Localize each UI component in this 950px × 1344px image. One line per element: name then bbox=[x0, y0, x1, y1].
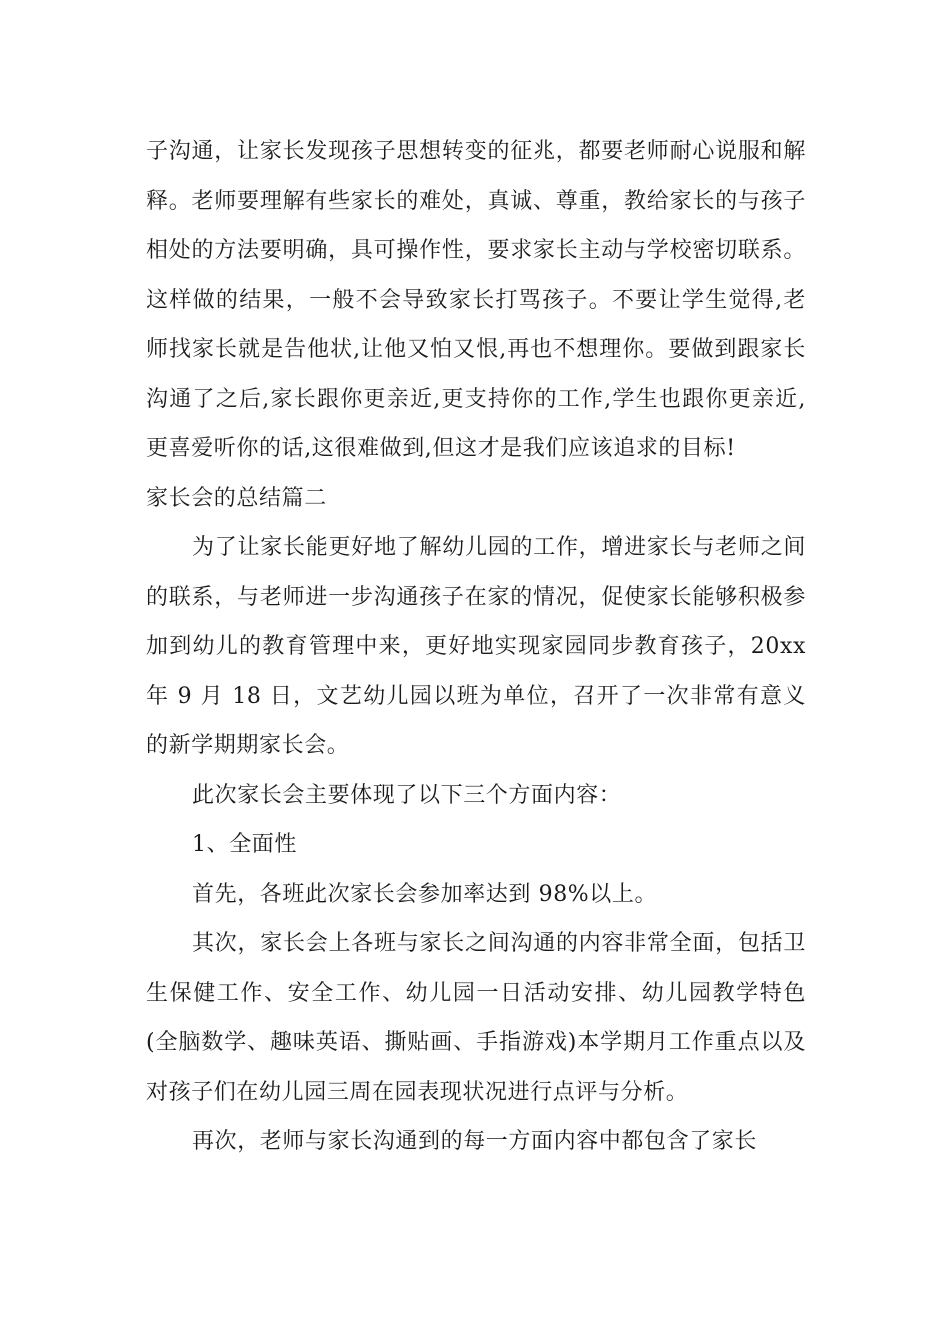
paragraph-summary-lead: 此次家长会主要体现了以下三个方面内容： bbox=[192, 782, 622, 808]
document-body bbox=[146, 127, 806, 1167]
list-item-comprehensive: 1、全面性 bbox=[192, 832, 297, 857]
paragraph-intro: 为了让家长能更好地了解幼儿园的工作，增进家长与老师之间的联系，与老师进一步沟通孩子在家的情况，促使家长能够积极参加到幼儿的教育管理中来，更好地实现家园同步教育孩子，20xx 年 9 月 18 日，文艺幼儿园以班为单位，召开了一次非常有意义的新学期期家长会。 bbox=[146, 535, 806, 758]
paragraph-continuation: 子沟通，让家长发现孩子思想转变的征兆，都要老师耐心说服和解释。老师要理解有些家长的难处，真诚、尊重，教给家长的与孩子相处的方法要明确，具可操作性，要求家长主动与学校密切联系。这样做的结果，一般不会导致家长打骂孩子。不要让学生觉得,老师找家长就是告他状,让他又怕又恨,再也不想理你。要做到跟家长沟通了之后,家长跟你更亲近,更支持你的工作,学生也跟你更亲近,更喜爱听你的话,这很难做到,但这才是我们应该追求的目标! bbox=[146, 139, 806, 461]
section-heading: 家长会的总结篇二 bbox=[146, 485, 327, 511]
paragraph-third-point: 再次，老师与家长沟通到的每一方面内容中都包含了家长 bbox=[192, 1129, 758, 1154]
paragraph-first-point: 首先，各班此次家长会参加率达到 98%以上。 bbox=[192, 881, 658, 907]
paragraph-second-point: 其次，家长会上各班与家长之间沟通的内容非常全面，包括卫生保健工作、安全工作、幼儿园一日活动安排、幼儿园教学特色(全脑数学、趣味英语、撕贴画、手指游戏)本学期月工作重点以及对孩子们在幼儿园三周在园表现状况进行点评与分析。 bbox=[146, 931, 806, 1105]
